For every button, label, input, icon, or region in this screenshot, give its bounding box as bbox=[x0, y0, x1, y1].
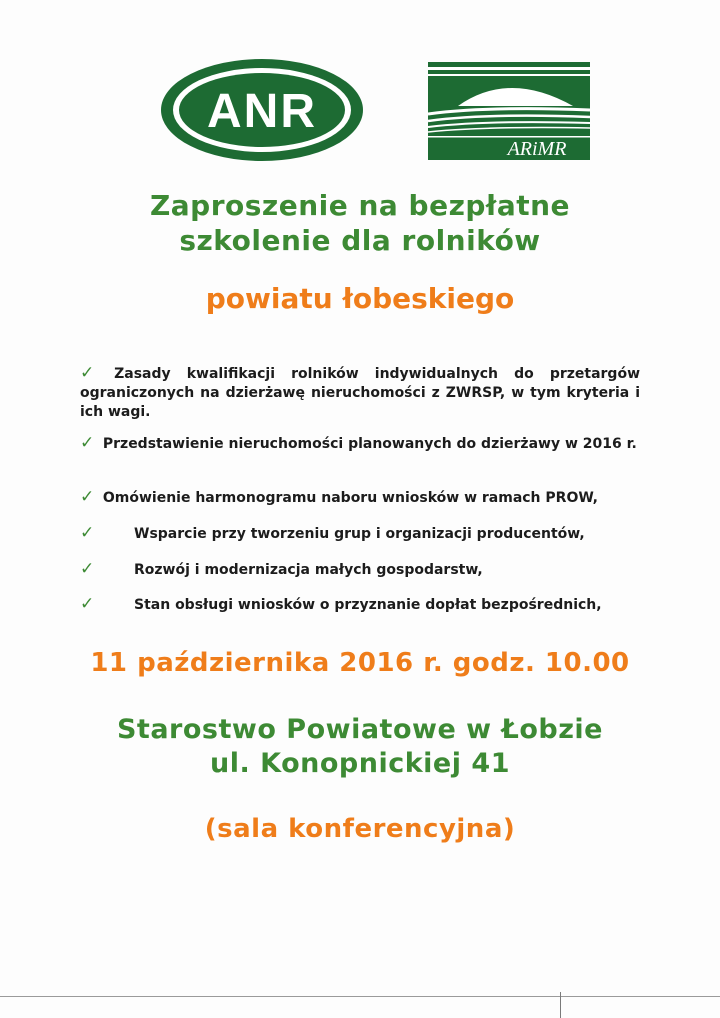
title-line-1: Zaproszenie na bezpłatne bbox=[149, 189, 571, 222]
arimr-logo-text: ARiMR bbox=[507, 138, 567, 160]
list-item bbox=[80, 560, 640, 580]
list-item-text: Stan obsługi wniosków o przyznanie dopłat bezpośrednich, bbox=[134, 597, 602, 613]
list-item bbox=[80, 434, 640, 454]
event-place-line-2: ul. Konopnickiej 41 bbox=[210, 748, 510, 779]
event-place-line-1: Starostwo Powiatowe w Łobzie bbox=[116, 714, 603, 745]
checkmark-icon: ✓ bbox=[80, 594, 95, 614]
event-date: 11 października 2016 r. godz. 10.00 bbox=[90, 648, 630, 678]
scan-edge-mark bbox=[560, 992, 561, 1018]
event-room: (sala konferencyjna) bbox=[204, 814, 516, 844]
list-item bbox=[80, 364, 640, 422]
checkmark-icon: ✓ bbox=[80, 523, 95, 543]
title-line-2: szkolenie dla rolników bbox=[179, 224, 541, 257]
checkmark-icon: ✓ bbox=[80, 433, 95, 453]
checkmark-icon: ✓ bbox=[80, 363, 95, 383]
title-line-3: powiatu łobeskiego bbox=[205, 282, 515, 315]
scan-edge-line bbox=[0, 996, 720, 997]
list-item-text: Przedstawienie nieruchomości planowanych do dzierżawy w 2016 r. bbox=[102, 436, 637, 452]
list-item bbox=[80, 488, 640, 508]
list-item-text: Rozwój i modernizacja małych gospodarstw, bbox=[134, 562, 483, 578]
checkmark-icon: ✓ bbox=[80, 559, 95, 579]
list-item-text: Omówienie harmonogramu naboru wniosków w ramach PROW, bbox=[102, 490, 598, 506]
arimr-logo bbox=[428, 62, 590, 160]
list-item-text: Wsparcie przy tworzeniu grup i organizacji producentów, bbox=[134, 526, 585, 542]
anr-logo-text: ANR bbox=[207, 85, 317, 138]
checkmark-icon: ✓ bbox=[80, 487, 95, 507]
anr-logo bbox=[160, 58, 364, 162]
list-item bbox=[80, 524, 640, 544]
list-item-text: Zasady kwalifikacji rolników indywidualnych do przetargów ograniczonych na dzierżawę nieruchomości z ZWRSP, w tym kryteria i ich wagi. bbox=[80, 366, 641, 420]
list-item bbox=[80, 595, 640, 615]
